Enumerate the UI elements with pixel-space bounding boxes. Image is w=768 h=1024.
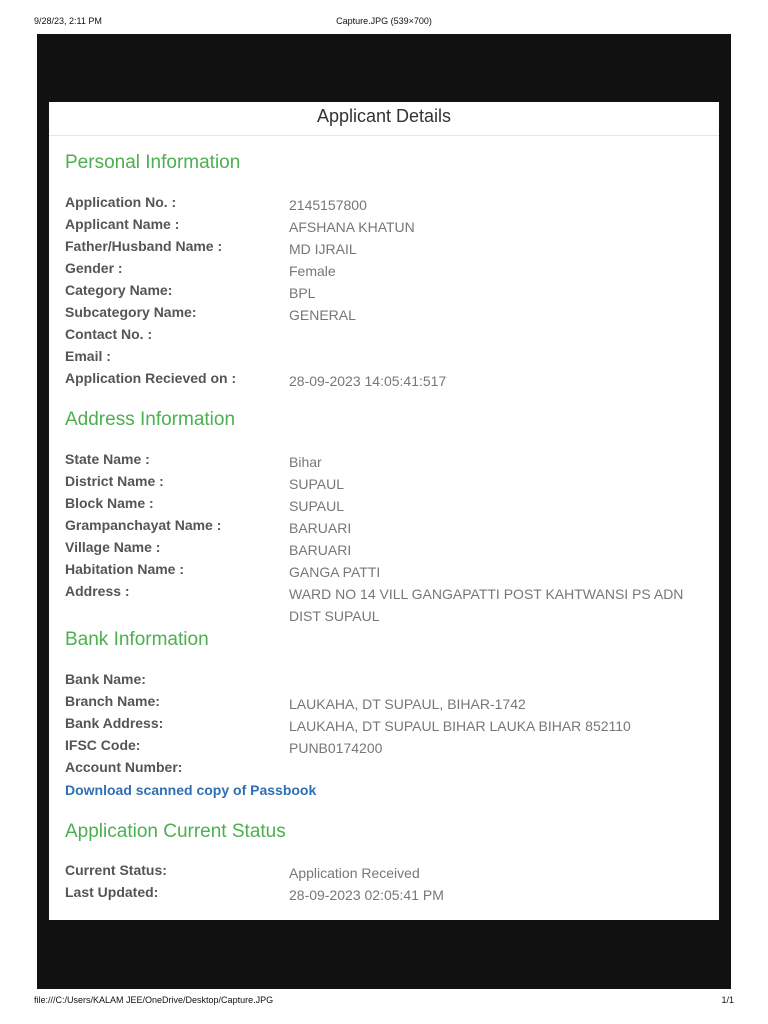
row-grampanchayat-name	[65, 517, 705, 539]
field-value: 2145157800	[289, 197, 367, 213]
row-father-husband-name	[65, 238, 705, 260]
row-email	[65, 348, 705, 370]
print-page-number: 1/1	[721, 995, 734, 1005]
row-category-name	[65, 282, 705, 304]
print-file-path: file:///C:/Users/KALAM JEE/OneDrive/Desktop/Capture.JPG	[34, 995, 274, 1005]
row-application-no	[65, 194, 705, 216]
row-branch-name	[65, 693, 705, 715]
row-gender	[65, 260, 705, 282]
field-label: Father/Husband Name :	[65, 238, 223, 254]
row-application-received-on	[65, 370, 705, 392]
section-title-personal: Personal Information	[65, 152, 241, 173]
print-datetime: 9/28/23, 2:11 PM	[34, 16, 102, 26]
section-title-bank: Bank Information	[65, 629, 209, 650]
row-village-name	[65, 539, 705, 561]
field-value: SUPAUL	[289, 498, 344, 514]
field-value: 28-09-2023 02:05:41 PM	[289, 887, 444, 903]
field-label: Applicant Name :	[65, 216, 180, 232]
field-label: Bank Address:	[65, 715, 164, 731]
field-label: Email :	[65, 348, 111, 364]
row-habitation-name	[65, 561, 705, 583]
row-state-name	[65, 451, 705, 473]
row-subcategory-name	[65, 304, 705, 326]
field-label: Category Name:	[65, 282, 173, 298]
field-value: LAUKAHA, DT SUPAUL BIHAR LAUKA BIHAR 852110	[289, 718, 631, 734]
field-value: BARUARI	[289, 520, 352, 536]
download-passbook-link[interactable]: Download scanned copy of Passbook	[65, 782, 317, 798]
print-footer	[0, 995, 768, 1009]
field-value: SUPAUL	[289, 476, 344, 492]
field-label: IFSC Code:	[65, 737, 141, 753]
row-address	[65, 583, 705, 627]
field-value: 28-09-2023 14:05:41:517	[289, 373, 447, 389]
section-title-address: Address Information	[65, 409, 236, 430]
applicant-details-card	[49, 102, 719, 920]
field-value: AFSHANA KHATUN	[289, 219, 415, 235]
row-bank-address	[65, 715, 705, 737]
field-value: BARUARI	[289, 542, 352, 558]
field-label: Application Recieved on :	[65, 370, 237, 386]
row-applicant-name	[65, 216, 705, 238]
row-current-status	[65, 862, 705, 884]
field-label: Contact No. :	[65, 326, 153, 342]
print-header	[0, 16, 768, 30]
field-label: Last Updated:	[65, 884, 159, 900]
row-account-number	[65, 759, 705, 781]
field-value: Bihar	[289, 454, 322, 470]
print-title: Capture.JPG (539×700)	[336, 16, 432, 26]
field-label: Address :	[65, 583, 130, 599]
field-value: BPL	[289, 285, 316, 301]
field-value: WARD NO 14 VILL GANGAPATTI POST KAHTWANSI PS ADN DIST SUPAUL	[289, 586, 684, 624]
field-label: Gender :	[65, 260, 123, 276]
field-value: LAUKAHA, DT SUPAUL, BIHAR-1742	[289, 696, 526, 712]
section-title-status: Application Current Status	[65, 821, 286, 842]
field-value: PUNB0174200	[289, 740, 383, 756]
row-ifsc-code	[65, 737, 705, 759]
field-label: State Name :	[65, 451, 150, 467]
row-last-updated	[65, 884, 705, 906]
field-label: Bank Name:	[65, 671, 146, 687]
field-value: GENERAL	[289, 307, 356, 323]
field-label: Grampanchayat Name :	[65, 517, 222, 533]
page-title: Applicant Details	[49, 102, 719, 136]
field-label: District Name :	[65, 473, 164, 489]
row-contact-no	[65, 326, 705, 348]
field-value: GANGA PATTI	[289, 564, 381, 580]
field-label: Habitation Name :	[65, 561, 185, 577]
field-label: Branch Name:	[65, 693, 160, 709]
field-label: Current Status:	[65, 862, 167, 878]
row-district-name	[65, 473, 705, 495]
field-label: Village Name :	[65, 539, 161, 555]
row-bank-name	[65, 671, 705, 693]
field-label: Account Number:	[65, 759, 183, 775]
row-block-name	[65, 495, 705, 517]
field-value: Application Received	[289, 865, 420, 881]
field-label: Block Name :	[65, 495, 154, 511]
field-value: MD IJRAIL	[289, 241, 357, 257]
field-label: Application No. :	[65, 194, 177, 210]
field-value: Female	[289, 263, 336, 279]
field-label: Subcategory Name:	[65, 304, 197, 320]
